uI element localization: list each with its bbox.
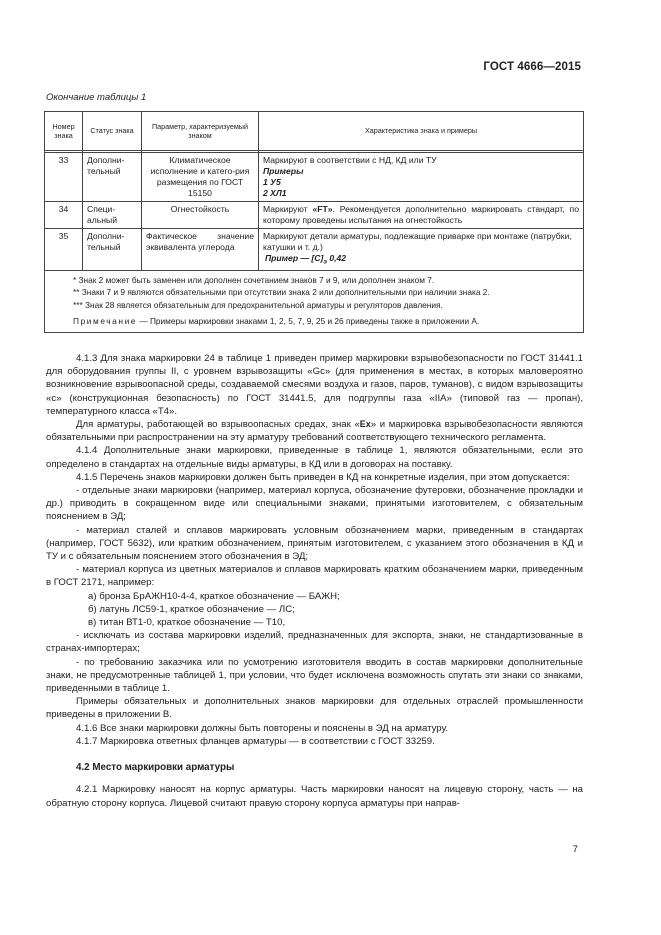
example-value: 0,42 [326, 253, 347, 263]
desc-text: Маркируют детали арматуры, подлежащие приварке при монтаже (патрубки, катушки и т. д.) [263, 231, 572, 252]
row-status: Дополни-тельный [83, 153, 142, 202]
paragraph-4-1-7: 4.1.7 Маркировка ответных фланцев арматуры — в соответствии с ГОСТ 33259. [76, 735, 435, 747]
ft-symbol: «FT» [312, 204, 333, 214]
dash-item-2: - материал сталей и сплавов маркировать условным обозначением марки, приведенным в стандартах (например, ГОСТ 5632), или кратким обозначением, принятым изготовителем, с указанием этого обозначения в КД и ТУ и с обязательным пояснением этого обозначения в ЭД; [46, 524, 583, 563]
dash-item-3: - материал корпуса из цветных материалов и сплавов маркировать кратким обозначением марки, приведенным в ГОСТ 2171, например: [46, 564, 583, 589]
table-caption: Окончание таблицы 1 [46, 92, 147, 103]
armature-text-b: » и маркировка взрывобезопасности являются обязательными при распространении на эту арматуру требований соответствующего технического регламента. [46, 419, 583, 444]
body-text [46, 352, 583, 810]
dash-item-1: - отдельные знаки маркировки (например, материал корпуса, обозначение футеровки, обозначение прокладки и др.) приводить в сокращенном виде или специальными знаками, принятыми изготовителем, с обязательным пояснением в ЭД; [46, 485, 583, 523]
row-number: 35 [45, 229, 83, 271]
table-row [45, 153, 584, 202]
paragraph-examples: Примеры обязательных и дополнительных знаков маркировки для отдельных отраслей промышленности приведены в приложении В. [46, 696, 583, 721]
row-status: Специ-альный [83, 202, 142, 229]
paragraph-4-1-6: 4.1.6 Все знаки маркировки должны быть повторены и пояснены в ЭД на арматуру. [76, 722, 449, 734]
example-prefix: Пример — [С] [265, 253, 324, 263]
footnote-2: ** Знаки 7 и 9 являются обязательными при отсутствии знака 2 или дополнительными при наличии знака 2. [73, 287, 490, 298]
paragraph-4-1-5: 4.1.5 Перечень знаков маркировки должен быть приведен в КД на конкретные изделия, при этом допускается: [76, 471, 570, 483]
desc-text: Маркируют в соответствии с НД, КД или ТУ [263, 155, 437, 165]
paragraph-4-1-4: 4.1.4 Дополнительные знаки маркировки, приведенные в таблице 1, являются обязательными, если это определено в стандартах на отдельные виды арматуры, в КД или в договорах на поставку. [46, 445, 583, 470]
row-param: Фактическое значение эквивалента углерода [142, 229, 259, 271]
header-param: Параметр, характеризуемый знаком [142, 112, 259, 151]
row-desc [259, 229, 584, 271]
table-row [45, 202, 584, 229]
list-item-b: б) латунь ЛС59-1, краткое обозначение — ЛС; [88, 603, 295, 615]
header-number: Номер знака [45, 112, 83, 151]
row-desc [259, 202, 584, 229]
ex-symbol: Ex [359, 419, 371, 430]
paragraph-armature [46, 418, 583, 444]
table-notes-row [45, 270, 584, 332]
desc-suffix: . Рекомендуется дополнительно маркировать стандарт, по которому проведены испытания на огнестойкость [263, 204, 579, 225]
list-item-c: в) титан ВТ1-0, краткое обозначение — Т10, [88, 617, 286, 629]
section-heading-4-2: 4.2 Место маркировки арматуры [76, 762, 235, 774]
table-row [45, 229, 584, 271]
page-number: 7 [572, 844, 578, 855]
document-code: ГОСТ 4666—2015 [483, 61, 581, 73]
example-1: 1 У5 [263, 177, 281, 187]
footnote-1: * Знак 2 может быть заменен или дополнен сочетанием знаков 7 и 9, или дополнен знаком 7. [73, 274, 435, 285]
row-number: 33 [45, 153, 83, 202]
examples-label: Примеры [263, 166, 304, 176]
example-2: 2 ХЛ1 [263, 188, 287, 198]
row-number: 34 [45, 202, 83, 229]
footnote-3: *** Знак 28 является обязательным для предохранительной арматуры и регуляторов давления. [73, 299, 443, 310]
marking-table [44, 111, 584, 333]
desc-prefix: Маркируют [263, 204, 308, 214]
table-header-row [45, 112, 584, 151]
armature-text-a: Для арматуры, работающей во взрывоопасных средах, знак « [76, 419, 360, 431]
dash-item-4: - исключать из состава маркировки изделий, предназначенных для экспорта, знаки, не стандартизованные в странах-импортерах; [46, 630, 583, 655]
example-line [263, 253, 579, 268]
remark-text: — Примеры маркировки знаками 1, 2, 5, 7, 9, 25 и 26 приведены также в приложении А. [137, 316, 480, 327]
row-status: Дополни-тельный [83, 229, 142, 271]
remark-label: Примечание [73, 316, 138, 327]
table-remark [73, 315, 577, 328]
header-status: Статус знака [83, 112, 142, 151]
paragraph-4-2-1: 4.2.1 Маркировку наносят на корпус арматуры. Часть маркировки наносят на лицевую сторону, часть — на обратную сторону корпуса. Лицевой считают правую сторону корпуса арматуры при направ- [46, 784, 583, 809]
list-item-a: а) бронза БрАЖН10-4-4, краткое обозначение — БАЖН; [88, 590, 340, 602]
example-subscript: э [323, 258, 327, 266]
table-notes [45, 270, 584, 332]
row-desc [259, 153, 584, 202]
row-param: Климатическое исполнение и катего-рия размещения по ГОСТ 15150 [142, 153, 259, 202]
dash-item-5: - по требованию заказчика или по усмотрению изготовителя вводить в состав маркировки дополнительные знаки, не предусмотренные таблицей 1, при условии, что будет исключена возможность спутать эти знаки со знаками, приведенными в таблице 1. [46, 656, 583, 695]
row-param: Огнестойкость [142, 202, 259, 229]
header-desc: Характеристика знака и примеры [259, 112, 584, 151]
paragraph-4-1-3: 4.1.3 Для знака маркировки 24 в таблице 1 приведен пример маркировки взрывобезопасности по ГОСТ 31441.1 для оборудования группы II, с уровнем взрывозащиты «Gc» (для применения в местах, в которых маловероятно возникновение взрывоопасной среды, создаваемой смесями воздуха и газов, паров, туманов), с видом взрывозащиты «c» (конструкционная безопасность) по ГОСТ 31441.5, для подгруппы газа «IIA» (типовой газ — пропан), температурного класса «Т4». [46, 353, 583, 417]
